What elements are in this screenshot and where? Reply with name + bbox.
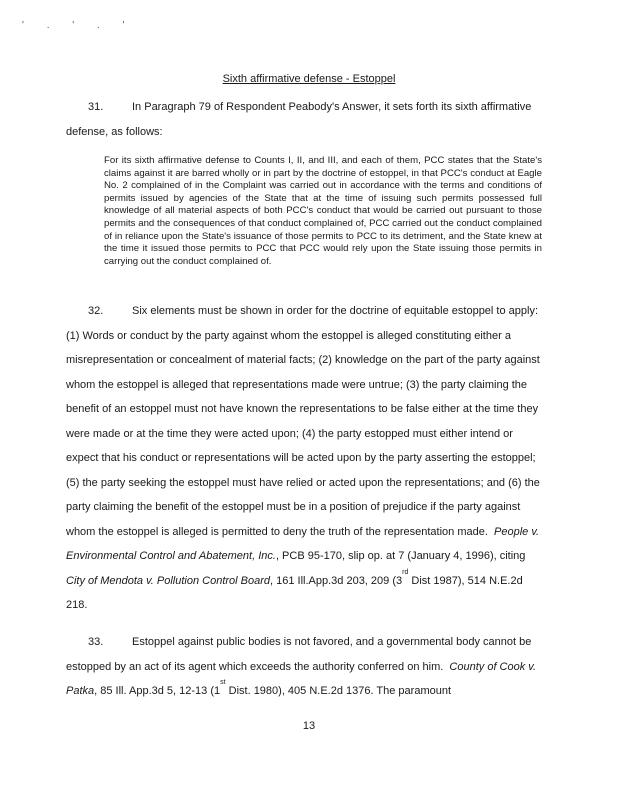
citation-text: Dist 1987), 514 N.E.2d 218.	[66, 574, 523, 611]
paragraph-text: In Paragraph 79 of Respondent Peabody's Answer, it sets forth its sixth affirmative defense, as follows:	[66, 101, 532, 138]
paragraph-33	[66, 630, 546, 704]
paragraph-text: Six elements must be shown in order for the doctrine of equitable estoppel to apply: (1) Words or conduct by the party against whom the estoppel is alleged constituting either a misrepresentation or concealment of material facts; (2) knowledge on the part of the party against whom the estoppel is alleged that representations made were untrue; (3) the party claiming the benefit of an estoppel must not have known the representations to be false either at the time they were made or at the time they were acted upon; (4) the party estopped must either intend or expect that his conduct or representations will be acted upon by the party asserting the estoppel; (5) the party seeking the estoppel must have relied or acted upon the representations; and (6) the party claiming the benefit of the estoppel must be in a position of prejudice if the party against whom the estoppel is alleged is permitted to deny the truth of the representation made.	[66, 305, 540, 538]
case-citation: People v. Environmental Control and Abatement, Inc.	[66, 525, 540, 562]
page-number: 13	[302, 720, 316, 732]
block-quote: For its sixth affirmative defense to Counts I, II, and III, and each of them, PCC states that the State's claims against it are barred wholly or in part by the doctrine of estoppel, in that PCC's conduct at Eagle No. 2 complained of in the Complaint was carried out in accordance with the terms and conditions of permits issued by agencies of the State that at the time of issuing such permits possessed full knowledge of all material aspects of both PCC's conduct that would be carried out pursuant to those permits and the consequences of that conduct complained of, PCC carried out the conduct complained of in reliance upon the State's issuance of those permits to PCC to its detriment, and the State knew at the time it issued those permits to PCC that PCC would rely upon the State issuing those permits in carrying out the conduct complained of.	[104, 155, 542, 267]
stray-marks: ' . ' . '	[22, 20, 135, 31]
citation-text: , 161 Ill.App.3d 203, 209 (3	[270, 574, 403, 587]
case-citation: City of Mendota v. Pollution Control Board	[66, 574, 271, 587]
paragraph-31	[66, 95, 546, 144]
paragraph-32	[66, 299, 546, 618]
section-heading: Sixth affirmative defense - Estoppel	[222, 73, 396, 85]
paragraph-number: 31.	[88, 101, 104, 113]
paragraph-number: 33.	[88, 636, 104, 648]
paragraph-text: Estoppel against public bodies is not favored, and a governmental body cannot be estopped by an act of its agent which exceeds the authority conferred on him.	[66, 636, 532, 673]
case-citation: County of Cook v. Patka	[66, 660, 537, 697]
ordinal-suffix: rd	[402, 568, 409, 576]
citation-text: , 85 Ill. App.3d 5, 12-13 (1	[94, 685, 221, 697]
citation-text: Dist. 1980), 405 N.E.2d 1376. The paramount	[225, 685, 452, 697]
ordinal-suffix: st	[220, 679, 226, 686]
citation-text: , PCB 95-170, slip op. at 7 (January 4, 1996), citing	[275, 550, 526, 562]
paragraph-number: 32.	[88, 305, 104, 317]
